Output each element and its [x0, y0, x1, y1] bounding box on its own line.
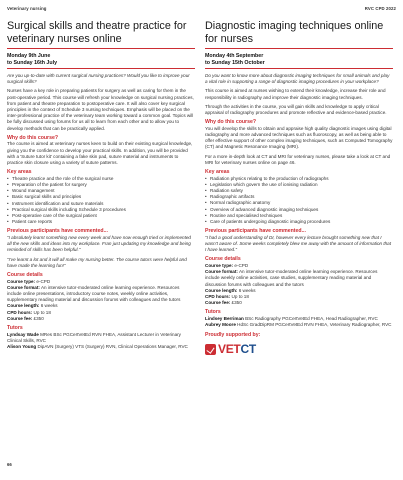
details-heading: Course details: [205, 256, 241, 263]
detail-row: Course type: e-CPD: [205, 263, 249, 269]
date-end: to Sunday 16th July: [7, 59, 58, 66]
date-end: to Sunday 15th October: [205, 59, 265, 66]
list-item: • Routine and specialised techniques: [205, 213, 393, 219]
paragraph: This course is aimed at nurses wishing to extend their knowledge, increase their role and responsibility in radiography and improve their diagnostic imaging techniques.: [205, 88, 386, 100]
why-heading: Why do this course?: [205, 119, 257, 126]
detail-row: Course format: An intensive tutor-moderated online learning experience. Resources include online presentations, introductory course notes, weekly online activities, supplementary reading material and discussion forums with colleagues and the tutors: [7, 284, 181, 303]
list-item: • Normal radiographic anatomy: [205, 200, 393, 206]
detail-row: Course fee: £350: [205, 300, 242, 306]
paragraph: Through the activities in the course, you will gain skills and knowledge to apply critical appraisal of radiography procedures and promote reflective and evidence-based practice.: [205, 103, 387, 116]
page-header: [7, 6, 396, 14]
list-item: • Wound management: [7, 188, 195, 194]
intro-text: Are you up-to-date with current surgical nursing practices? Would you like to improve your surgical skills?: [7, 73, 190, 85]
list-item: • Radiation physics relating to the production of radiographs: [205, 176, 393, 182]
list-item: • Practical surgical skills including Schedule 3 procedures: [7, 207, 195, 213]
publisher-label: RVC CPD 2022: [364, 6, 396, 11]
intro-text: Do you want to know more about diagnostic imaging techniques for small animals and play a vital role in supporting a range of diagnostic imaging procedures in your workplace?: [205, 73, 390, 85]
tutor-entry: Alison Young DipAVN (Surgery) VTS (Surgery) RVN, Clinical Operations Manager, RVC: [7, 344, 188, 350]
course-title: Surgical skills and theatre practice for veterinary nurses online: [7, 20, 187, 45]
detail-row: Course fee: £350: [7, 315, 44, 321]
course-dates: [7, 53, 195, 68]
key-areas-list: [205, 176, 393, 226]
date-start: Monday 4th September: [205, 53, 264, 59]
paragraph: Nurses have a key role in preparing patients for surgery as well as caring for them in the post-operative period. This course will refresh your knowledge on surgical nursing practices, from patient and theatre preparation to postoperative care. It will also cover key surgical principles in the context of Schedule 3 nursing techniques. Emphasis will be placed on the inter-professional practice of the veterinary team working toward a common goal. Topics will be fully discussed using forums for us all to learn from each other and to allow you to develop methods that can be practically applied.: [7, 88, 194, 131]
list-item: • Legislation which govern the use of ionising radiation: [205, 182, 393, 188]
list-item: • Patient care reports: [7, 219, 195, 225]
title-divider: [205, 48, 393, 49]
details-heading: Course details: [7, 272, 43, 279]
why-text-more: For a more in-depth look at CT and MRI for veterinary nurses, please take a look at CT and MRI for veterinary nurses online on page 46.: [205, 153, 391, 165]
list-item: • Preparation of the patient for surgery: [7, 182, 195, 188]
tutor-entry: Lindsey Berriman BSc Radiography PGCertVetEd FHEA, Head Radiographer, RVC: [205, 316, 378, 322]
dates-divider: [205, 68, 393, 69]
detail-row: Course type: e-CPD: [7, 278, 51, 284]
list-item: • Basic surgical skills and principles: [7, 194, 195, 200]
tutor-entry: Aubrey Moore HdSc GradDipRM PGCertVetEd RVN FHEA, Veterinary Radiographer, RVC: [205, 322, 392, 328]
key-areas-list: [7, 176, 195, 226]
comments-heading: Previous participants have commented...: [205, 228, 306, 235]
detail-row: CPD hours: Up to 18: [7, 309, 51, 315]
detail-row: Course length: 6 weeks: [7, 303, 58, 309]
detail-row: CPD hours: Up to 18: [205, 294, 249, 300]
course-title: Diagnostic imaging techniques online for nurses: [205, 20, 384, 45]
course-dates: [205, 53, 393, 68]
key-areas-heading: Key areas: [205, 169, 230, 176]
list-item: • Post-operative care of the surgical patient: [7, 213, 195, 219]
list-item: • Instrument identification and suture materials: [7, 201, 195, 207]
list-item: • Radiation safety: [205, 188, 393, 194]
page-number: 66: [7, 462, 12, 467]
why-heading: Why do this course?: [7, 134, 59, 141]
course-right: [205, 20, 393, 356]
sponsor-heading: Proudly supported by:: [205, 332, 261, 339]
tutors-list: [205, 316, 393, 328]
section-label: Veterinary nursing: [7, 6, 47, 11]
title-divider: [7, 48, 195, 49]
list-item: • Overview of advanced diagnostic imaging techniques: [205, 207, 393, 213]
quote: "I had a good understanding of DI, however every lecture brought something new that I wasn't aware of. Some weeks completely blew me away with the amount of information that I have learned.": [205, 234, 391, 253]
tutors-heading: Tutors: [7, 325, 23, 332]
detail-row: Course format: An intensive tutor-moderated online learning experience. Resources include weekly online activities, case studies, supplementary reading material and discussion forums with colleagues and the tutors: [205, 269, 378, 287]
vetct-logo: [205, 342, 393, 356]
list-item: • Care of patients undergoing diagnostic imaging procedures: [205, 219, 393, 225]
details-list: [205, 263, 393, 306]
date-start: Monday 9th June: [7, 53, 51, 59]
details-list: [7, 279, 195, 322]
why-text: The course is aimed at veterinary nurses keen to build on their existing surgical knowledge, giving you the confidence to develop your practical skills. In addition, you will be provided with a 'Suture tutor kit' containing a fake skin pad, suture material and instruments to practice skin closure using a variety of suture patterns.: [7, 141, 193, 166]
list-item: • Radiographic artifacts: [205, 194, 393, 200]
quote: "I absolutely learnt something new every week and have now enough tried or implemented all the new skills and ideas into my workplace. Fran just updating my knowledge and being reminded of skills has been helpful.": [7, 235, 191, 253]
tutors-list: [7, 332, 195, 351]
dates-divider: [7, 68, 195, 69]
vetct-logo-icon: [205, 344, 216, 355]
tutors-heading: Tutors: [205, 309, 221, 316]
key-areas-heading: Key areas: [7, 169, 32, 176]
tutor-entry: Lyndsay Wade MRes BSc PGCertVetEd RVN FHEA, Assistant Lecturer in Veterinary Clinical Skills, RVC: [7, 331, 181, 343]
list-item: • Theatre practice and the role of the surgical nurse: [7, 176, 195, 182]
vetct-logo-wordmark: VETCT: [218, 342, 256, 357]
quote: "I've learnt a lot and it will all make my nursing better. The course tutors were helpful and have made the learning fun!": [7, 256, 187, 268]
course-left: [7, 20, 195, 350]
detail-row: Course length: 6 weeks: [205, 287, 256, 293]
comments-heading: Previous participants have commented...: [7, 228, 108, 235]
why-text: You will develop the skills to obtain and appraise high quality diagnostic images using digital radiography and more advanced techniques such as fluoroscopy, as well as being able to offer effective support of other complex imaging techniques, such as Computed Tomography (CT) and Magnetic Resonance Imaging (MRI).: [205, 125, 393, 150]
